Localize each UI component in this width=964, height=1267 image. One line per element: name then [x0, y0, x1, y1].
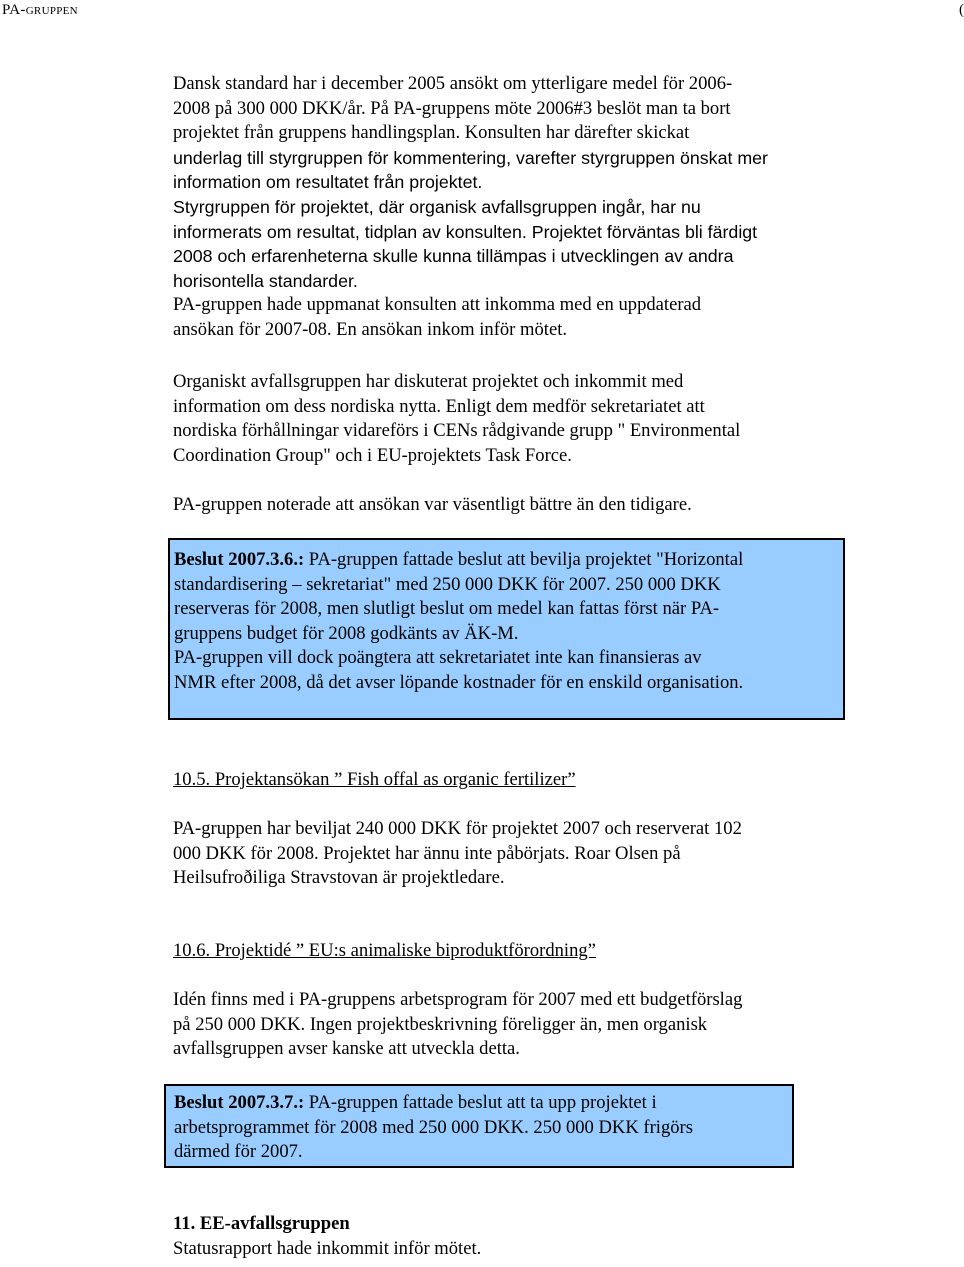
text-line: Coordination Group" och i EU-projektets Task Force.	[173, 444, 572, 466]
text-line: 2008 på 300 000 DKK/år. På PA-gruppens möte 2006#3 beslöt man ta bort	[173, 97, 731, 119]
text-line: information om dess nordiska nytta. Enligt dem medför sekretariatet att	[173, 395, 705, 417]
page-number: (	[959, 2, 964, 18]
section-heading: 10.5. Projektansökan ” Fish offal as organic fertilizer”	[173, 769, 576, 790]
text-line: Styrgruppen för projektet, där organisk avfallsgruppen ingår, har nu	[173, 196, 701, 217]
text-line: 2008 och erfarenheterna skulle kunna tillämpas i utvecklingen av andra	[173, 246, 734, 267]
text-line: nordiska förhållningar vidareförs i CENs rådgivande grupp " Environmental	[173, 420, 741, 442]
text-line: underlag till styrgruppen för kommentering, varefter styrgruppen önskat mer	[173, 147, 768, 168]
text-line	[174, 1091, 792, 1116]
text-line: PA-gruppen noterade att ansökan var väsentligt bättre än den tidigare.	[173, 494, 692, 515]
paragraph-organiskt-avfall	[173, 370, 740, 468]
text-line: standardisering – sekretariat" med 250 000 DKK för 2007. 250 000 DKK	[174, 573, 721, 595]
text-line: NMR efter 2008, då det avser löpande kostnader för en enskild organisation.	[174, 671, 744, 693]
running-header-title: PA-gruppen	[2, 2, 78, 18]
text-line: reserveras för 2008, men slutligt beslut om medel kan fattas först när PA-	[174, 598, 720, 620]
section-10-5-body	[173, 817, 742, 891]
text-line: Organiskt avfallsgruppen har diskuterat projektet och inkommit med	[173, 371, 684, 392]
text-line: på 250 000 DKK. Ingen projektbeskrivning föreligger än, men organisk	[173, 1013, 708, 1035]
section-10-5	[173, 768, 576, 793]
text-line: 000 DKK för 2008. Projektet har ännu inte påbörjats. Roar Olsen på	[173, 842, 681, 864]
decision-label: Beslut 2007.3.6.:	[174, 549, 305, 570]
text-line: projektet från gruppens handlingsplan. Konsulten har därefter skickat	[173, 122, 690, 144]
paragraph-dansk-standard	[173, 72, 768, 343]
text-line: ansökan för 2007-08. En ansökan inkom inför mötet.	[173, 318, 568, 340]
decision-label: Beslut 2007.3.7.:	[174, 1092, 305, 1113]
text-line: informerats om resultat, tidplan av konsulten. Projektet förväntas bli färdigt	[173, 221, 758, 242]
text-line: information om resultatet från projektet.	[173, 172, 483, 193]
text-line: därmed för 2007.	[174, 1141, 303, 1163]
text-line: PA-gruppen har beviljat 240 000 DKK för projektet 2007 och reserverat 102	[173, 818, 742, 839]
section-heading-text: 11. EE-avfallsgruppen	[173, 1213, 350, 1234]
text-line: Idén finns med i PA-gruppens arbetsprogram för 2007 med ett budgetförslag	[173, 989, 743, 1010]
text-line: Statusrapport hade inkommit inför mötet.	[173, 1237, 482, 1259]
text-line: gruppens budget för 2008 godkänts av ÄK-M.	[174, 622, 519, 644]
paragraph-noterade	[173, 493, 692, 518]
text-line: PA-gruppen vill dock poängtera att sekretariatet inte kan finansieras av	[174, 647, 702, 669]
text-line: avfallsgruppen avser kanske att utveckla detta.	[173, 1038, 520, 1060]
section-heading	[173, 1212, 481, 1237]
text-line: horisontella standarder.	[173, 270, 358, 291]
decision-box-2007-3-6	[168, 538, 845, 720]
section-10-6	[173, 939, 596, 964]
section-11	[173, 1212, 481, 1261]
text-line: PA-gruppen hade uppmanat konsulten att inkomma med en uppdaterad	[173, 294, 702, 316]
text-line: Heilsufroðiliga Stravstovan är projektledare.	[173, 867, 505, 889]
decision-text: PA-gruppen fattade beslut att bevilja projektet "Horizontal	[304, 549, 744, 570]
section-heading: 10.6. Projektidé ” EU:s animaliske biproduktförordning”	[173, 940, 596, 961]
section-10-6-body	[173, 988, 742, 1062]
decision-box-2007-3-7	[164, 1084, 794, 1168]
text-line: Dansk standard har i december 2005 ansökt om ytterligare medel för 2006-	[173, 73, 733, 94]
decision-text: PA-gruppen fattade beslut att ta upp projektet i	[304, 1092, 657, 1113]
text-line: arbetsprogrammet för 2008 med 250 000 DKK. 250 000 DKK frigörs	[174, 1116, 693, 1138]
text-line	[174, 548, 843, 573]
